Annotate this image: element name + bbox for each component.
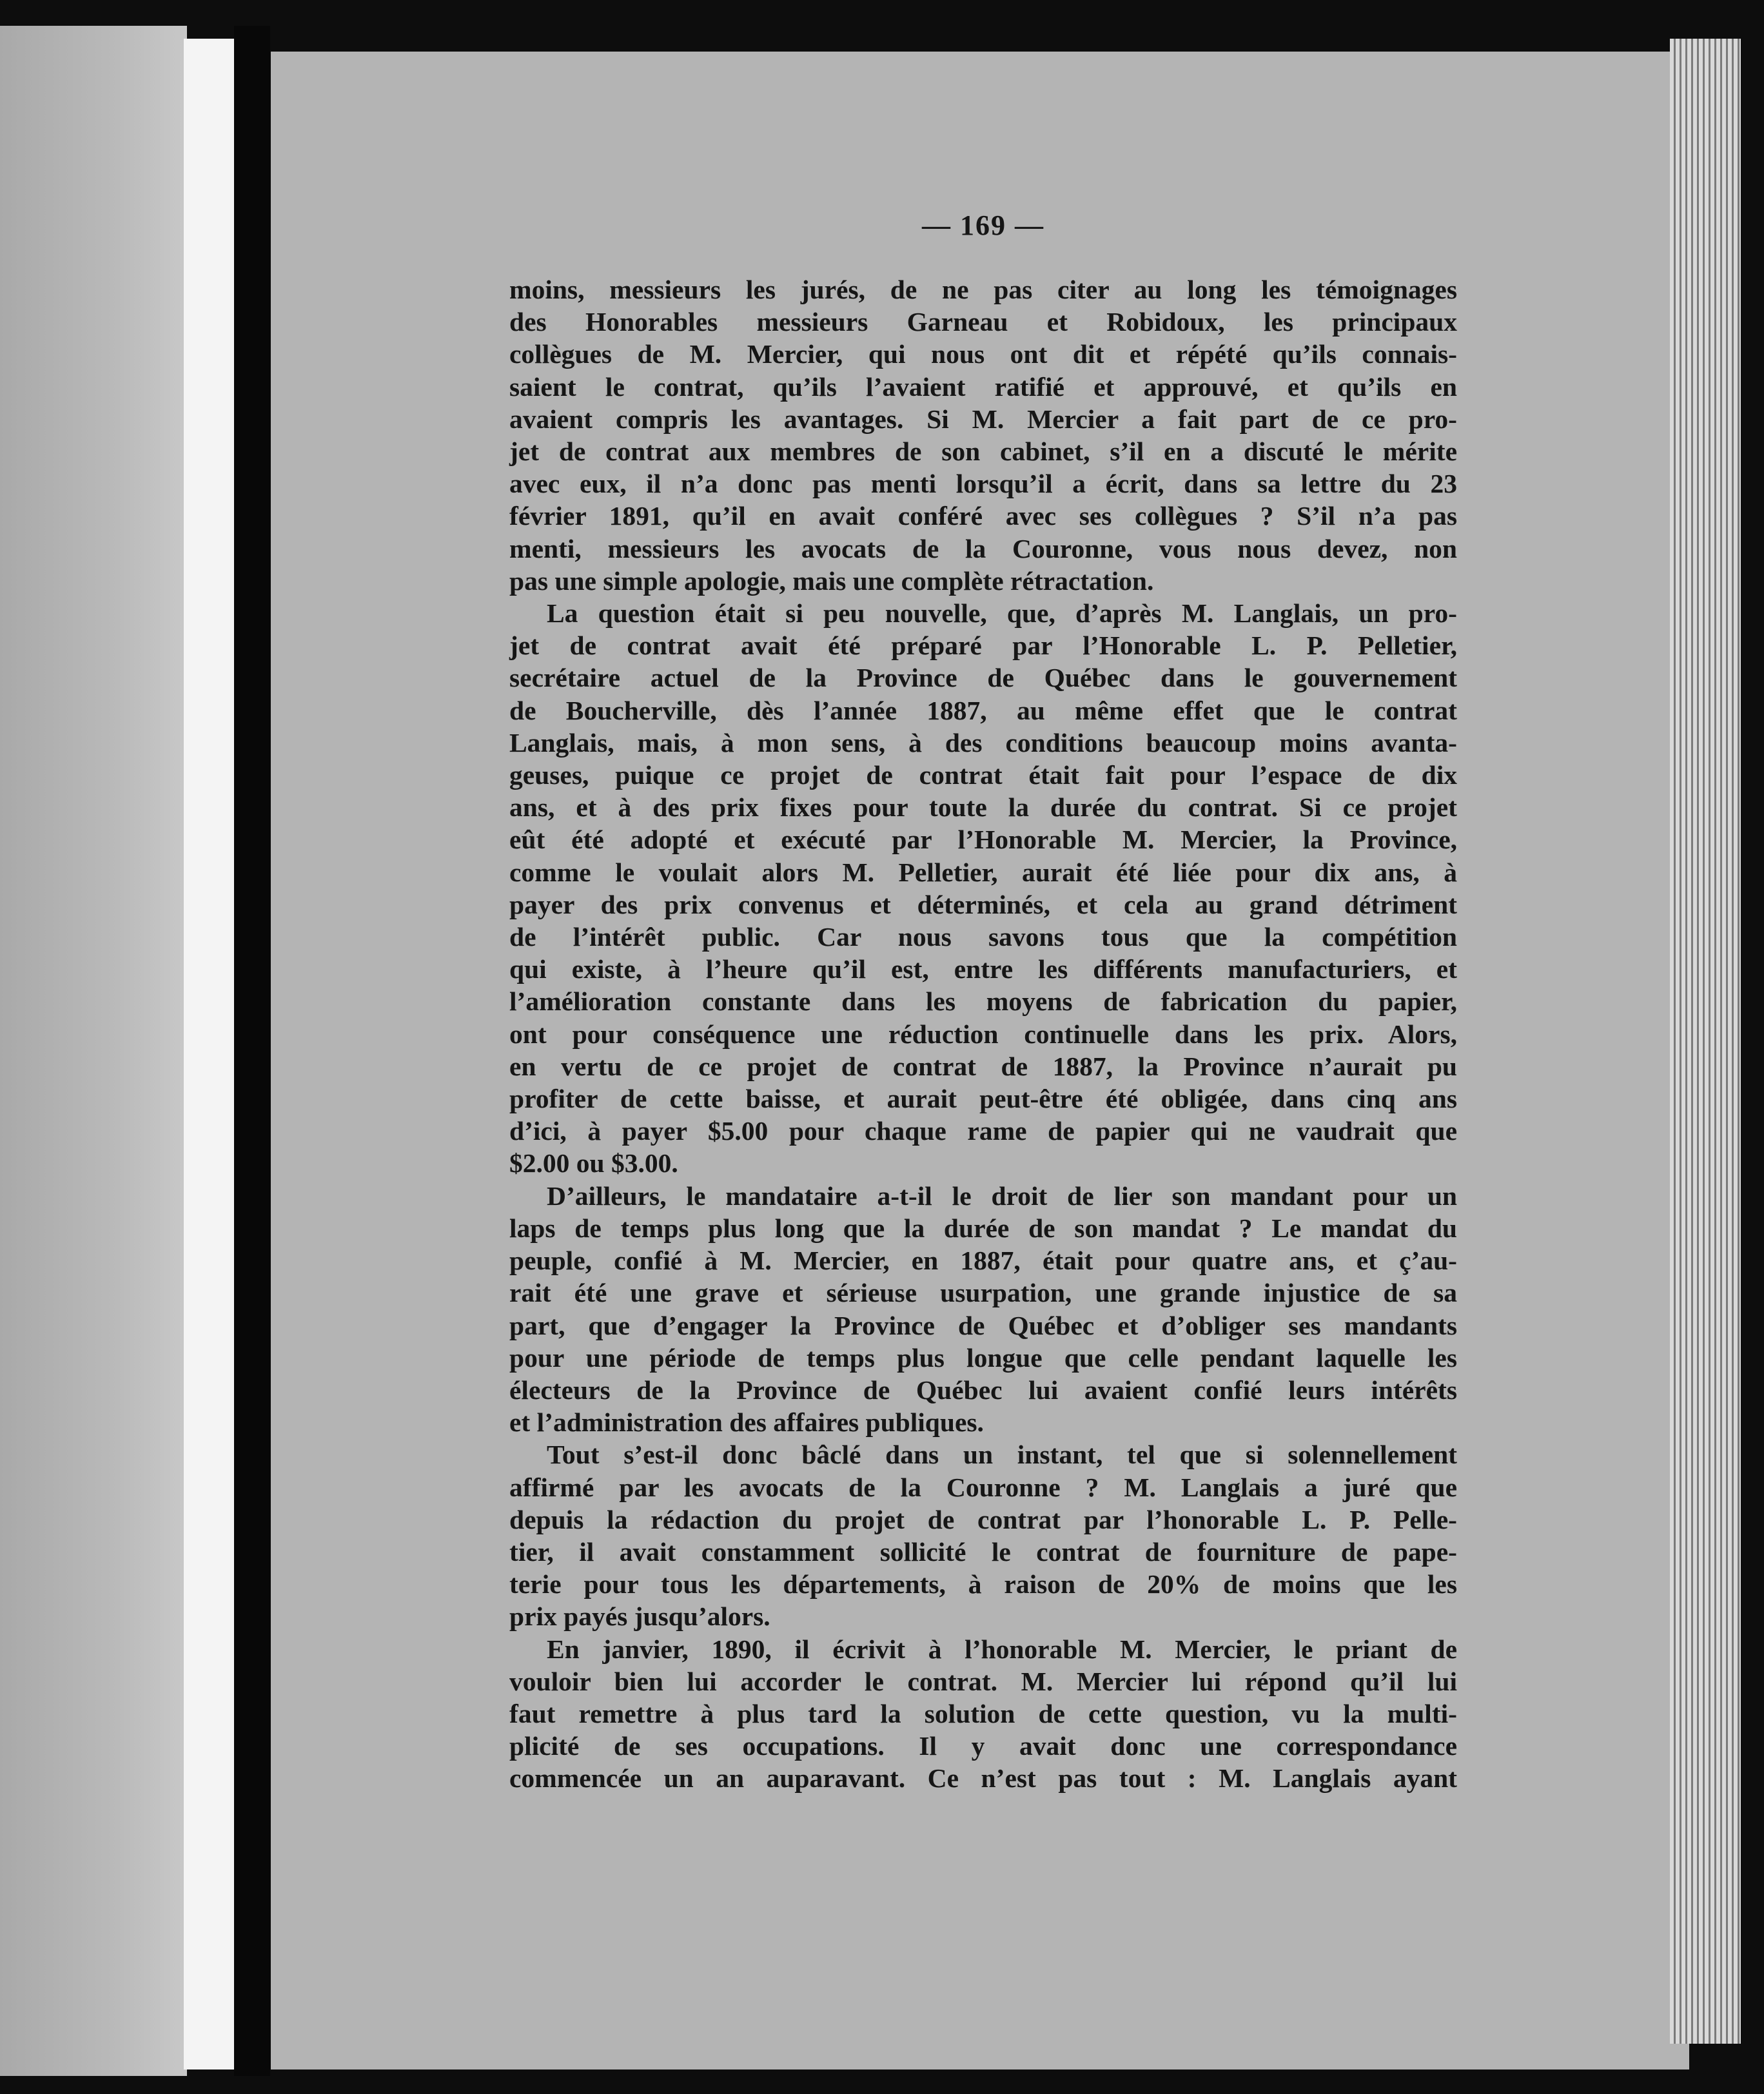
- text-line: tier, il avait constamment sollicité le contrat de fourniture de pape-: [509, 1536, 1457, 1567]
- text-line: et l’administration des affaires publiques.: [509, 1407, 984, 1438]
- text-line: d’ici, à payer $5.00 pour chaque rame de papier qui ne vaudrait que: [509, 1116, 1457, 1146]
- text-line: Tout s’est-il donc bâclé dans un instant, tel que si solennellement: [547, 1440, 1457, 1470]
- text-line: $2.00 ou $3.00.: [509, 1148, 678, 1179]
- text-line: commencée un an auparavant. Ce n’est pas tout : M. Langlais ayant: [509, 1763, 1457, 1794]
- text-line: jet de contrat aux membres de son cabinet, s’il en a discuté le mérite: [509, 436, 1457, 467]
- page-number: — 169 —: [922, 210, 1044, 241]
- text-line: ont pour conséquence une réduction continuelle dans les prix. Alors,: [509, 1019, 1457, 1049]
- text-line: En janvier, 1890, il écrivit à l’honorable M. Mercier, le priant de: [547, 1634, 1457, 1664]
- text-line: pour une période de temps plus longue que celle pendant laquelle les: [509, 1342, 1457, 1373]
- text-line: eût été adopté et exécuté par l’Honorable M. Mercier, la Province,: [509, 825, 1457, 855]
- text-line: avaient compris les avantages. Si M. Mercier a fait part de ce pro-: [509, 404, 1457, 434]
- text-line: vouloir bien lui accorder le contrat. M. Mercier lui répond qu’il lui: [509, 1666, 1457, 1696]
- text-line: laps de temps plus long que la durée de son mandat ? Le mandat du: [509, 1213, 1457, 1243]
- text-line: payer des prix convenus et déterminés, et cela au grand détriment: [509, 889, 1457, 919]
- text-line: depuis la rédaction du projet de contrat par l’honorable L. P. Pelle-: [509, 1504, 1457, 1534]
- text-line: l’amélioration constante dans les moyens de fabrication du papier,: [509, 986, 1457, 1017]
- text-line: de l’intérêt public. Car nous savons tous que la compétition: [509, 922, 1457, 952]
- page-text-block: [509, 206, 1457, 1795]
- body-text: [509, 273, 1457, 1795]
- text-line: avec eux, il n’a donc pas menti lorsqu’il a écrit, dans sa lettre du 23: [509, 469, 1457, 499]
- text-line: faut remettre à plus tard la solution de cette question, vu la multi-: [509, 1698, 1457, 1728]
- text-line: ans, et à des prix fixes pour toute la durée du contrat. Si ce projet: [509, 792, 1457, 823]
- text-line: en vertu de ce projet de contrat de 1887, la Province n’aurait pu: [509, 1051, 1457, 1081]
- left-facing-page: [0, 26, 187, 2076]
- text-line: plicité de ses occupations. Il y avait donc une correspondance: [509, 1731, 1457, 1761]
- text-line: saient le contrat, qu’ils l’avaient ratifié et approuvé, et qu’ils en: [509, 371, 1457, 402]
- book-gutter: [234, 26, 270, 2076]
- text-line: peuple, confié à M. Mercier, en 1887, était pour quatre ans, et ç’au-: [509, 1246, 1457, 1276]
- text-line: Langlais, mais, à mon sens, à des conditions beaucoup moins avanta-: [509, 727, 1457, 758]
- text-line: pas une simple apologie, mais une complète rétractation.: [509, 565, 1154, 596]
- text-line: part, que d’engager la Province de Québec et d’obliger ses mandants: [509, 1310, 1457, 1340]
- text-line: février 1891, qu’il en avait conféré avec ses collègues ? S’il n’a pas: [509, 501, 1457, 531]
- text-line: geuses, puique ce projet de contrat était fait pour l’espace de dix: [509, 760, 1457, 790]
- text-line: secrétaire actuel de la Province de Québec dans le gouvernement: [509, 663, 1457, 693]
- text-line: profiter de cette baisse, et aurait peut-être été obligée, dans cinq ans: [509, 1084, 1457, 1114]
- text-line: menti, messieurs les avocats de la Couronne, vous nous devez, non: [509, 533, 1457, 563]
- text-line: électeurs de la Province de Québec lui avaient confié leurs intérêts: [509, 1375, 1457, 1405]
- text-line: qui existe, à l’heure qu’il est, entre les différents manufacturiers, et: [509, 954, 1457, 984]
- text-line: jet de contrat avait été préparé par l’Honorable L. P. Pelletier,: [509, 631, 1457, 661]
- text-line: prix payés jusqu’alors.: [509, 1601, 770, 1632]
- text-line: comme le voulait alors M. Pelletier, aurait été liée pour dix ans, à: [509, 857, 1457, 887]
- text-line: rait été une grave et sérieuse usurpation, une grande injustice de sa: [509, 1278, 1457, 1308]
- page-fore-edge: [1670, 39, 1741, 2044]
- text-line: de Boucherville, dès l’année 1887, au même effet que le contrat: [509, 695, 1457, 725]
- text-line: D’ailleurs, le mandataire a-t-il le droit de lier son mandant pour un: [547, 1180, 1457, 1211]
- text-line: terie pour tous les départements, à raison de 20% de moins que les: [509, 1569, 1457, 1600]
- text-line: collègues de M. Mercier, qui nous ont dit et répété qu’ils connais-: [509, 339, 1457, 369]
- left-page-edge: [184, 39, 234, 2070]
- text-line: La question était si peu nouvelle, que, d’après M. Langlais, un pro-: [547, 598, 1457, 629]
- text-line: des Honorables messieurs Garneau et Robidoux, les principaux: [509, 307, 1457, 337]
- text-line: affirmé par les avocats de la Couronne ? M. Langlais a juré que: [509, 1472, 1457, 1502]
- text-line: moins, messieurs les jurés, de ne pas citer au long les témoignages: [509, 275, 1457, 304]
